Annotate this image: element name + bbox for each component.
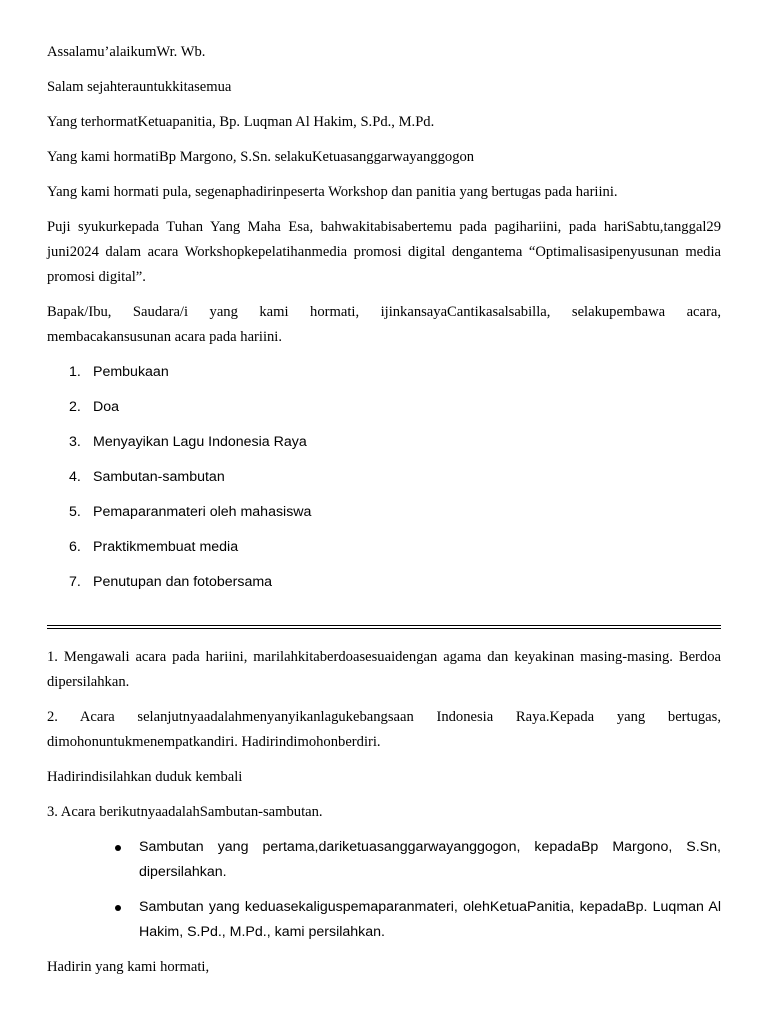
agenda-item (47, 570, 721, 605)
respect-all: Yang kami hormati pula, segenaphadirinpeserta Workshop dan panitia yang bertugas pada hariini. (47, 184, 618, 200)
greeting: Assalamu’alaikumWr. Wb. (47, 44, 206, 60)
agenda-label: Menyayikan Lagu Indonesia Raya (93, 434, 307, 450)
respect-chair: Yang terhormatKetuapanitia, Bp. Luqman Al Hakim, S.Pd., M.Pd. (47, 114, 435, 130)
script-step-2: 2. Acara selanjutnyaadalahmenyanyikanlagukebangsaan Indonesia Raya.Kepada yang bertugas, dimohonuntukmenempatkandiri. Hadirindimohonberdiri. (47, 709, 721, 750)
speech-list (47, 835, 721, 945)
speech-text: Sambutan yang pertama,dariketuasanggarwayanggogon, kepadaBp Margono, S.Sn, dipersilahkan. (139, 839, 721, 880)
salam: Salam sejahterauntukkitasemua (47, 79, 232, 95)
speech-item (47, 895, 721, 945)
introduction-paragraph: Bapak/Ibu, Saudara/i yang kami hormati, ijinkansayaCantikasalsabilla, selakupembawa acara, membacakansusunan acara pada hariini. (47, 304, 721, 345)
closing-line: Hadirin yang kami hormati, (47, 959, 210, 975)
agenda-item (47, 465, 721, 500)
gratitude-paragraph: Puji syukurkepada Tuhan Yang Maha Esa, bahwakitabisabertemu pada pagihariini, pada hariSabtu,tanggal29 juni2024 dalam acara Workshopkepelatihanmedia promosi digital dengantema “Optimalisasipenyusunan media promosi digital”. (47, 219, 721, 285)
respect-guest: Yang kami hormatiBp Margono, S.Sn. selakuKetuasanggarwayanggogon (47, 149, 475, 165)
double-rule-divider (47, 625, 721, 629)
agenda-label: Penutupan dan fotobersama (93, 574, 273, 590)
agenda-item (47, 430, 721, 465)
bullet-icon (115, 905, 121, 911)
agenda-number: 3. (69, 434, 81, 450)
agenda-label: Pembukaan (93, 364, 169, 380)
agenda-number: 6. (69, 539, 81, 555)
agenda-number: 1. (69, 364, 81, 380)
speech-item (47, 835, 721, 885)
script-step-1: 1. Mengawali acara pada hariini, marilahkitaberdoasesuaidengan agama dan keyakinan masing-masing. Berdoa dipersilahkan. (47, 649, 721, 690)
agenda-number: 7. (69, 574, 81, 590)
bullet-icon (115, 845, 121, 851)
agenda-item (47, 395, 721, 430)
agenda-label: Pemaparanmateri oleh mahasiswa (93, 504, 312, 520)
agenda-label: Praktikmembuat media (93, 539, 239, 555)
agenda-number: 4. (69, 469, 81, 485)
agenda-number: 2. (69, 399, 81, 415)
script-step-3: 3. Acara berikutnyaadalahSambutan-sambutan. (47, 804, 323, 820)
agenda-label: Sambutan-sambutan (93, 469, 225, 485)
document-page (47, 40, 721, 980)
agenda-item (47, 500, 721, 535)
agenda-item (47, 360, 721, 395)
agenda-label: Doa (93, 399, 120, 415)
agenda-list (47, 360, 721, 605)
agenda-item (47, 535, 721, 570)
agenda-number: 5. (69, 504, 81, 520)
script-seated: Hadirindisilahkan duduk kembali (47, 769, 243, 785)
speech-text: Sambutan yang keduasekaliguspemaparanmateri, olehKetuaPanitia, kepadaBp. Luqman Al Hakim, S.Pd., M.Pd., kami persilahkan. (139, 899, 721, 940)
